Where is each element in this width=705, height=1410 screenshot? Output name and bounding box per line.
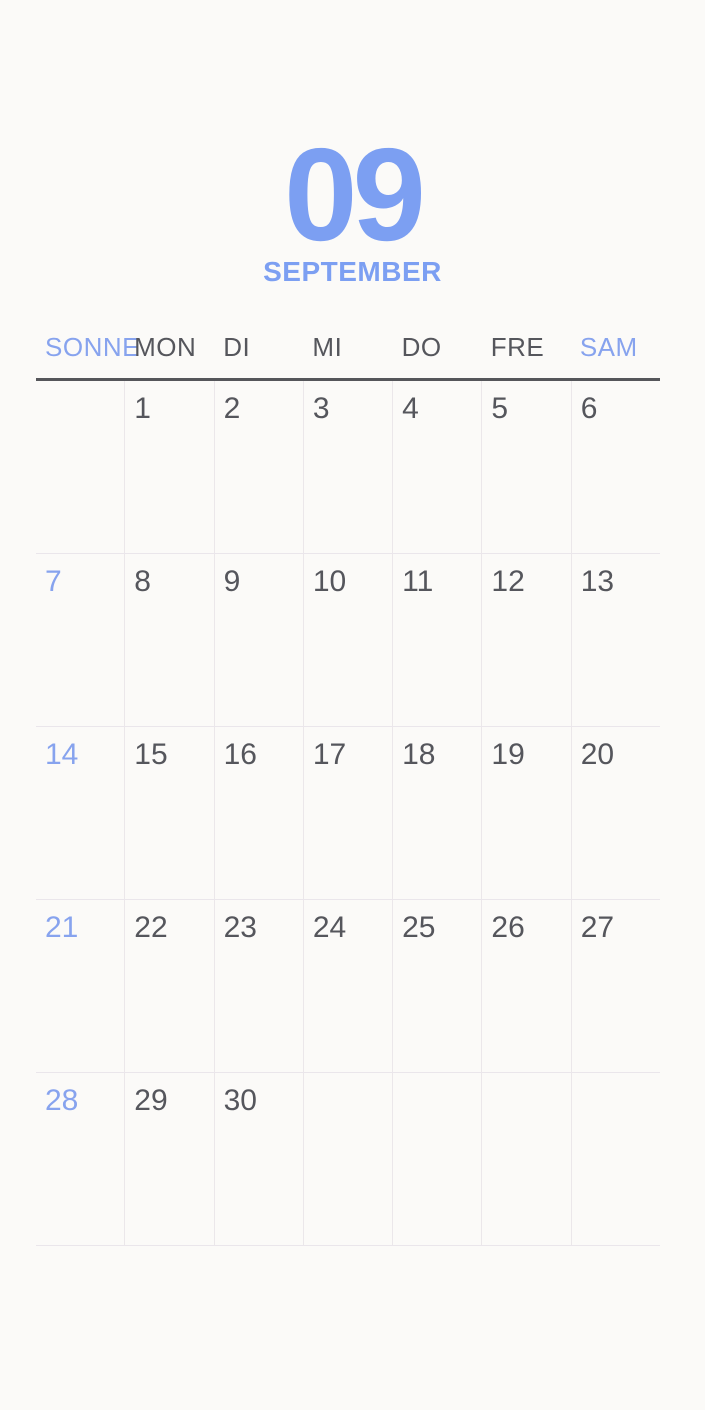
day-cell[interactable]: 26: [481, 900, 570, 1072]
day-cell[interactable]: 7: [45, 565, 62, 598]
weekday-wednesday: MI: [312, 332, 343, 362]
day-cell[interactable]: 3: [303, 381, 392, 553]
day-cell[interactable]: 9: [214, 554, 303, 726]
day-cell-empty: [36, 381, 124, 553]
week-row: [36, 727, 660, 900]
day-cell[interactable]: 2: [214, 381, 303, 553]
weekday-sunday: SONNE: [45, 332, 140, 362]
day-cell[interactable]: 27: [571, 900, 660, 1072]
week-row: [36, 554, 660, 727]
day-cell[interactable]: 15: [124, 727, 213, 899]
day-cell[interactable]: 24: [303, 900, 392, 1072]
month-number: 09: [284, 121, 421, 268]
calendar-grid: [36, 329, 660, 1246]
day-cell[interactable]: 14: [45, 738, 79, 771]
day-cell[interactable]: 4: [392, 381, 481, 553]
month-header: [0, 121, 705, 287]
day-cell[interactable]: 5: [481, 381, 570, 553]
weekday-header-row: [36, 329, 660, 381]
day-cell[interactable]: 16: [214, 727, 303, 899]
day-cell[interactable]: 10: [303, 554, 392, 726]
day-cell[interactable]: 23: [214, 900, 303, 1072]
day-cell-empty: [303, 1073, 392, 1245]
week-row: [36, 381, 660, 554]
weekday-tuesday: DI: [223, 332, 251, 362]
day-cell[interactable]: 21: [45, 911, 79, 944]
day-cell[interactable]: 17: [303, 727, 392, 899]
day-cell[interactable]: 6: [571, 381, 660, 553]
month-name: SEPTEMBER: [263, 256, 442, 287]
day-cell[interactable]: 11: [392, 554, 481, 726]
weekday-saturday: SAM: [579, 332, 638, 362]
day-cell[interactable]: 29: [124, 1073, 213, 1245]
day-cell[interactable]: 22: [124, 900, 213, 1072]
day-cell[interactable]: 30: [214, 1073, 303, 1245]
day-cell[interactable]: 12: [481, 554, 570, 726]
weekday-monday: MON: [134, 332, 197, 362]
day-cell[interactable]: 18: [392, 727, 481, 899]
week-row: [36, 900, 660, 1073]
day-cell[interactable]: 1: [124, 381, 213, 553]
day-cell-empty: [571, 1073, 660, 1245]
day-cell[interactable]: 8: [124, 554, 213, 726]
week-row: [36, 1073, 660, 1246]
day-cell[interactable]: 25: [392, 900, 481, 1072]
day-cell-empty: [392, 1073, 481, 1245]
weekday-thursday: DO: [401, 332, 442, 362]
day-cell[interactable]: 28: [45, 1084, 79, 1117]
day-cell[interactable]: 20: [571, 727, 660, 899]
day-cell[interactable]: 19: [481, 727, 570, 899]
weekday-friday: FRE: [490, 332, 545, 362]
day-cell[interactable]: 13: [571, 554, 660, 726]
day-cell-empty: [481, 1073, 570, 1245]
